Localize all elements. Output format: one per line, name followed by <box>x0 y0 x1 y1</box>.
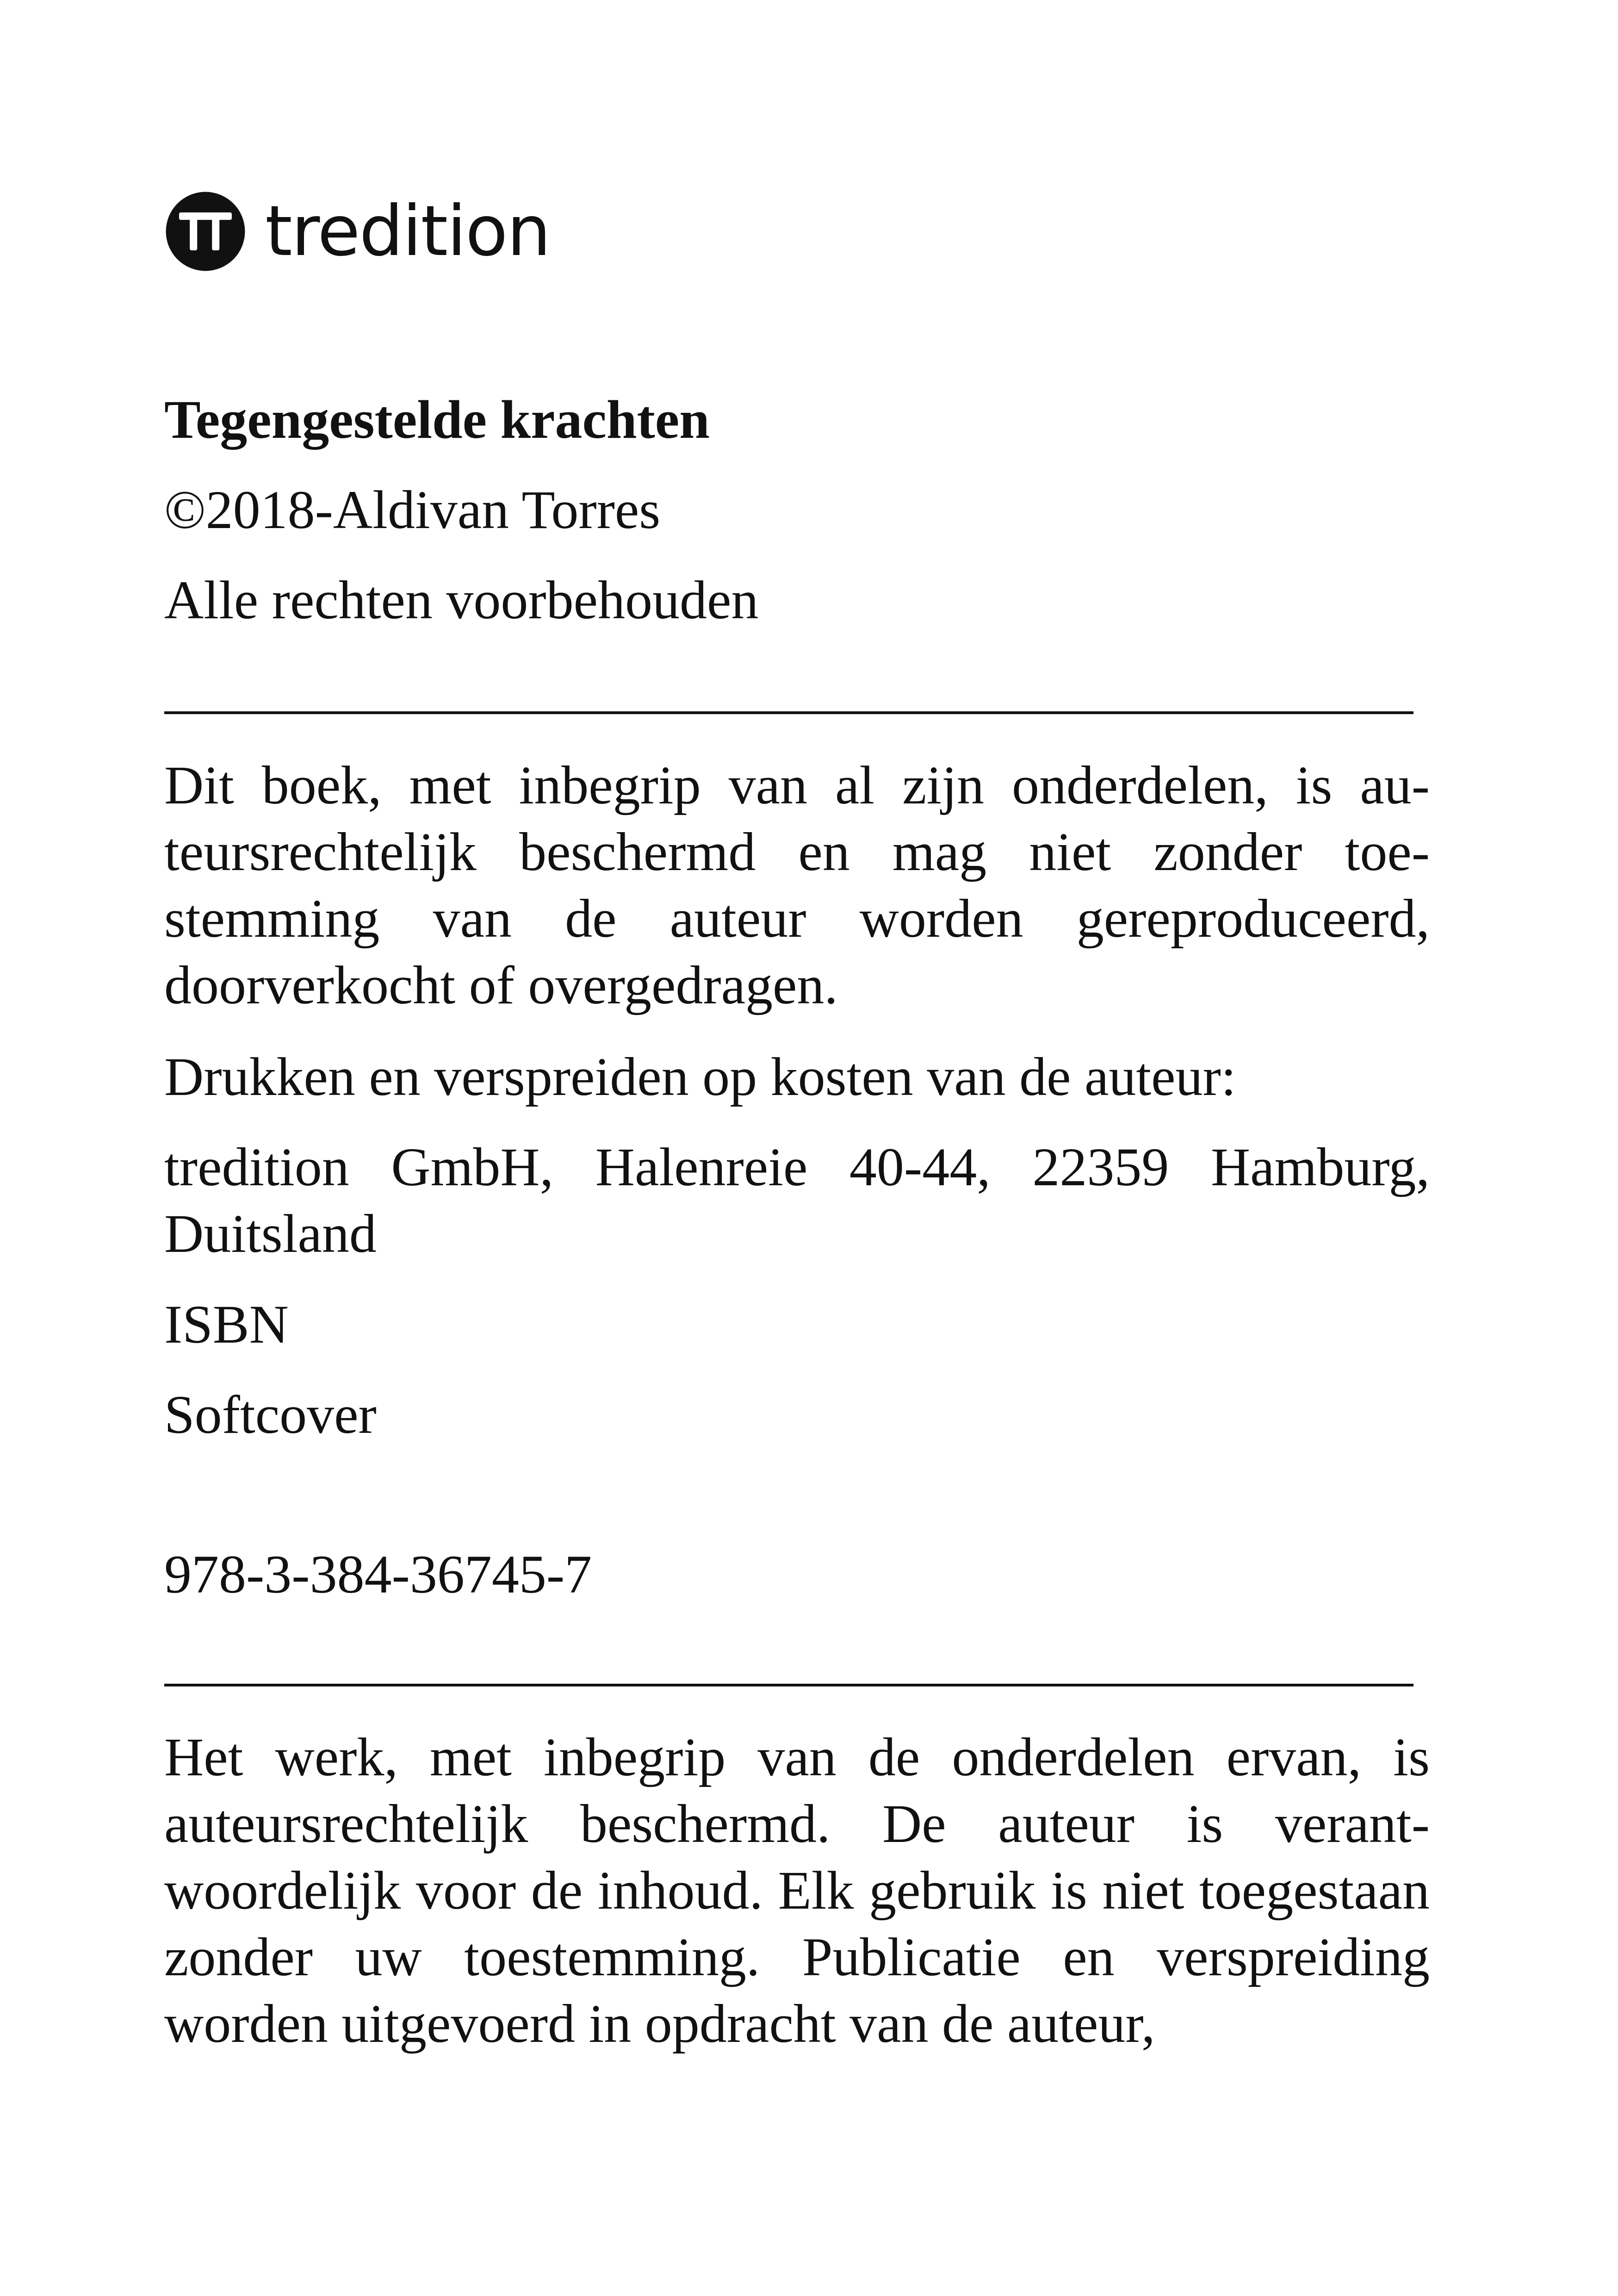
separator-rule <box>164 711 1413 714</box>
tredition-logo-icon <box>164 190 247 273</box>
copyright-line: ©2018-Aldivan Torres <box>164 479 661 540</box>
isbn-number: 978-3-384-36745-7 <box>164 1544 592 1605</box>
isbn-label: ISBN <box>164 1294 289 1355</box>
format-label: Softcover <box>164 1384 377 1445</box>
logo-wordmark: tredition <box>265 191 550 272</box>
rights-notice: Het werk, met inbegrip van de onderdelen ervan, is auteursrechtelijk beschermd. De auteur is verantwoordelijk voor de inhoud. Elk gebruik is niet toegestaan zonder uw toestemming. Publicatie en verspreiding worden uitgevoerd in opdracht van de auteur, <box>164 1727 1430 2054</box>
publisher-address: tredition GmbH, Halenreie 40-44, 22359 Hamburg, Duitsland <box>164 1137 1430 1264</box>
rights-reserved: Alle rechten voorbehouden <box>164 570 759 630</box>
publisher-logo <box>164 185 550 278</box>
book-title: Tegengestelde krachten <box>164 389 710 450</box>
copyright-notice: Dit boek, met inbegrip van al zijn onderdelen, is auteursrechtelijk beschermd en mag niet zonder toestemming van de auteur worden gereproduceerd, doorverkocht of overgedragen. <box>164 755 1430 1015</box>
separator-rule <box>164 1684 1413 1686</box>
distribution-label: Drukken en verspreiden op kosten van de auteur: <box>164 1046 1236 1107</box>
